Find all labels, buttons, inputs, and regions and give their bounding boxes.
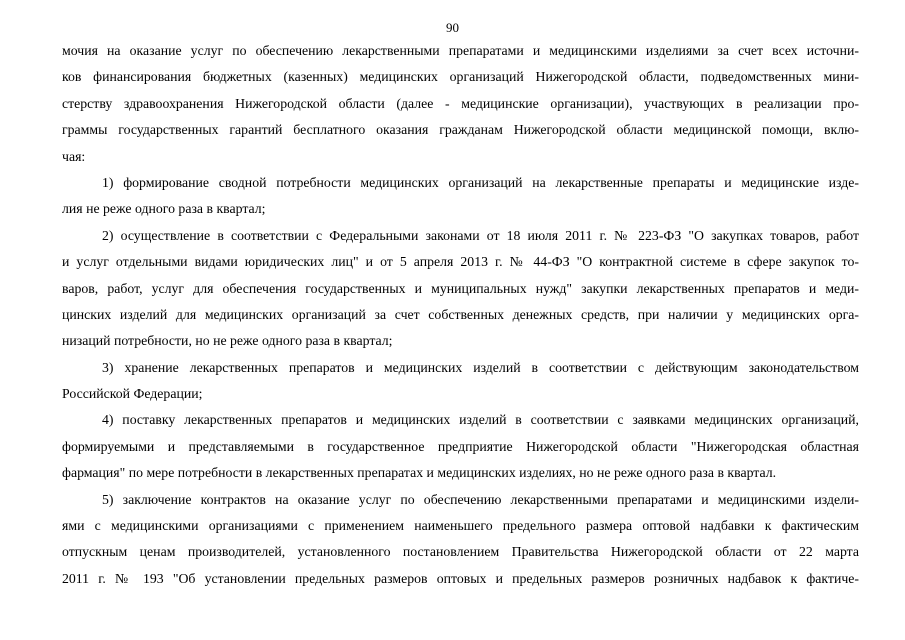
text-line: низаций потребности, но не реже одного раза в квартал; <box>62 333 393 349</box>
page-number: 90 <box>446 20 459 35</box>
document-body <box>62 38 859 592</box>
text-line: граммы государственных гарантий бесплатного оказания гражданам Нижегородской области медицинской помощи, вклю- <box>62 122 859 138</box>
text-line: ков финансирования бюджетных (казенных) медицинских организаций Нижегородской области, подведомственных мини- <box>62 69 859 85</box>
text-line: 2) осуществление в соответствии с Федеральными законами от 18 июля 2011 г. № 223-ФЗ "О закупках товаров, работ <box>102 227 859 243</box>
text-line: стерству здравоохранения Нижегородской области (далее - медицинские организации), участвующих в реализации про- <box>62 95 859 111</box>
paragraph-item-3 <box>62 355 859 408</box>
text-line: формируемыми и представляемыми в государственное предприятие Нижегородской области "Нижегородская областная <box>62 438 859 454</box>
text-line: фармация" по мере потребности в лекарственных препаратах и медицинских изделиях, но не реже одного раза в квартал. <box>62 465 777 481</box>
text-line: варов, работ, услуг для обеспечения государственных и муниципальных нужд" закупки лекарственных препаратов и меди- <box>62 280 859 296</box>
text-line: мочия на оказание услуг по обеспечению лекарственными препаратами и медицинскими изделиями за счет всех источни- <box>62 43 859 58</box>
text-line: ями с медицинскими организациями с применением наименьшего предельного размера оптовой надбавки к фактическим <box>62 518 859 534</box>
text-line: цинских изделий для медицинских организаций за счет собственных денежных средств, при наличии у медицинских орга- <box>62 306 859 322</box>
text-line: 1) формирование сводной потребности медицинских организаций на лекарственные препараты и медицинские изде- <box>102 174 859 190</box>
paragraph-item-5 <box>62 487 859 593</box>
text-line: чая: <box>62 148 86 164</box>
text-line: и услуг отдельными видами юридических лиц" и от 5 апреля 2013 г. № 44-ФЗ "О контрактной системе в сфере закупок то- <box>62 254 859 270</box>
paragraph-item-4 <box>62 407 859 486</box>
text-line: лия не реже одного раза в квартал; <box>62 201 266 217</box>
text-line: 3) хранение лекарственных препаратов и медицинских изделий в соответствии с действующим законодательством <box>102 359 859 375</box>
text-line: 2011 г. № 193 "Об установлении предельных размеров оптовых и предельных размеров розничных надбавок к фактиче- <box>62 570 859 586</box>
paragraph-continuation <box>62 38 859 170</box>
text-line: отпускным ценам производителей, установленного постановлением Правительства Нижегородской области от 22 марта <box>62 544 859 560</box>
text-line: 4) поставку лекарственных препаратов и медицинских изделий в соответствии с заявками медицинских организаций, <box>102 412 859 428</box>
paragraph-item-2 <box>62 223 859 355</box>
text-line: Российской Федерации; <box>62 386 203 402</box>
text-line: 5) заключение контрактов на оказание услуг по обеспечению лекарственными препаратами и медицинскими издели- <box>102 491 859 507</box>
paragraph-item-1 <box>62 170 859 223</box>
